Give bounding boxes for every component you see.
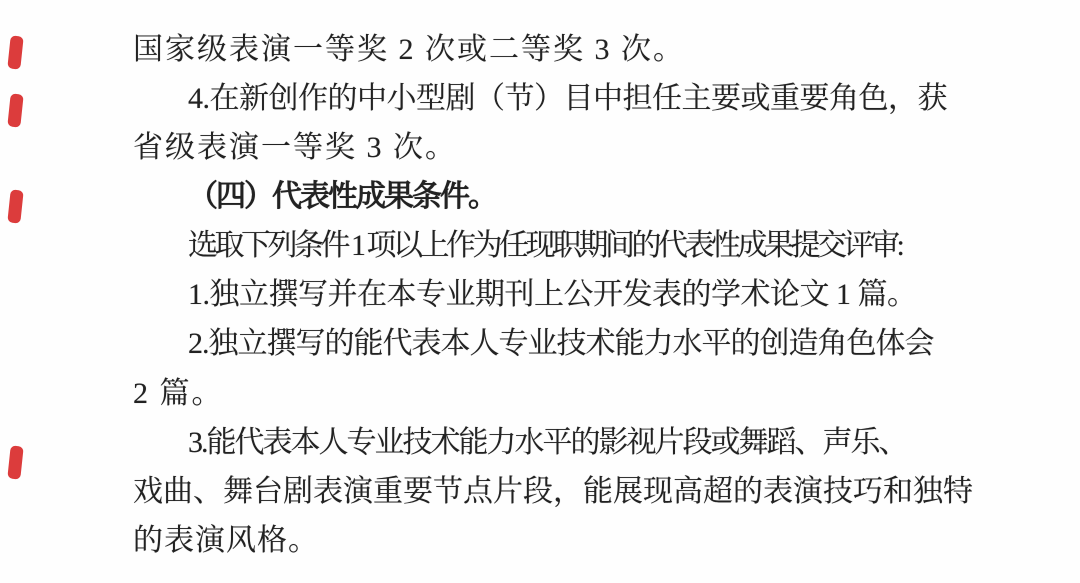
document-line: 2 篇。 [133, 377, 224, 410]
document-line: 4.在新创作的中小型剧（节）目中担任主要或重要角色，获 [188, 82, 947, 115]
document-line: 选取下列条件 1 项以上作为任现职期间的代表性成果提交评审: [188, 229, 902, 262]
red-annotation-mark [7, 445, 23, 479]
document-line: 国家级表演一等奖 2 次或二等奖 3 次。 [133, 33, 685, 66]
document-line: 2.独立撰写的能代表本人专业技术能力水平的创造角色体会 [188, 327, 934, 360]
red-annotation-mark [7, 35, 23, 69]
section-heading: （四）代表性成果条件。 [188, 180, 496, 213]
document-line: 省级表演一等奖 3 次。 [133, 131, 457, 164]
document-line: 3.能代表本人专业技术能力水平的影视片段或舞蹈、声乐、 [188, 426, 907, 459]
red-annotation-mark [7, 189, 23, 223]
document-line: 的表演风格。 [133, 524, 319, 557]
document-line: 1.独立撰写并在本专业期刊上公开发表的学术论文 1 篇。 [188, 278, 917, 311]
red-annotation-mark [7, 93, 23, 127]
document-line: 戏曲、舞台剧表演重要节点片段，能展现高超的表演技巧和独特 [133, 475, 973, 508]
